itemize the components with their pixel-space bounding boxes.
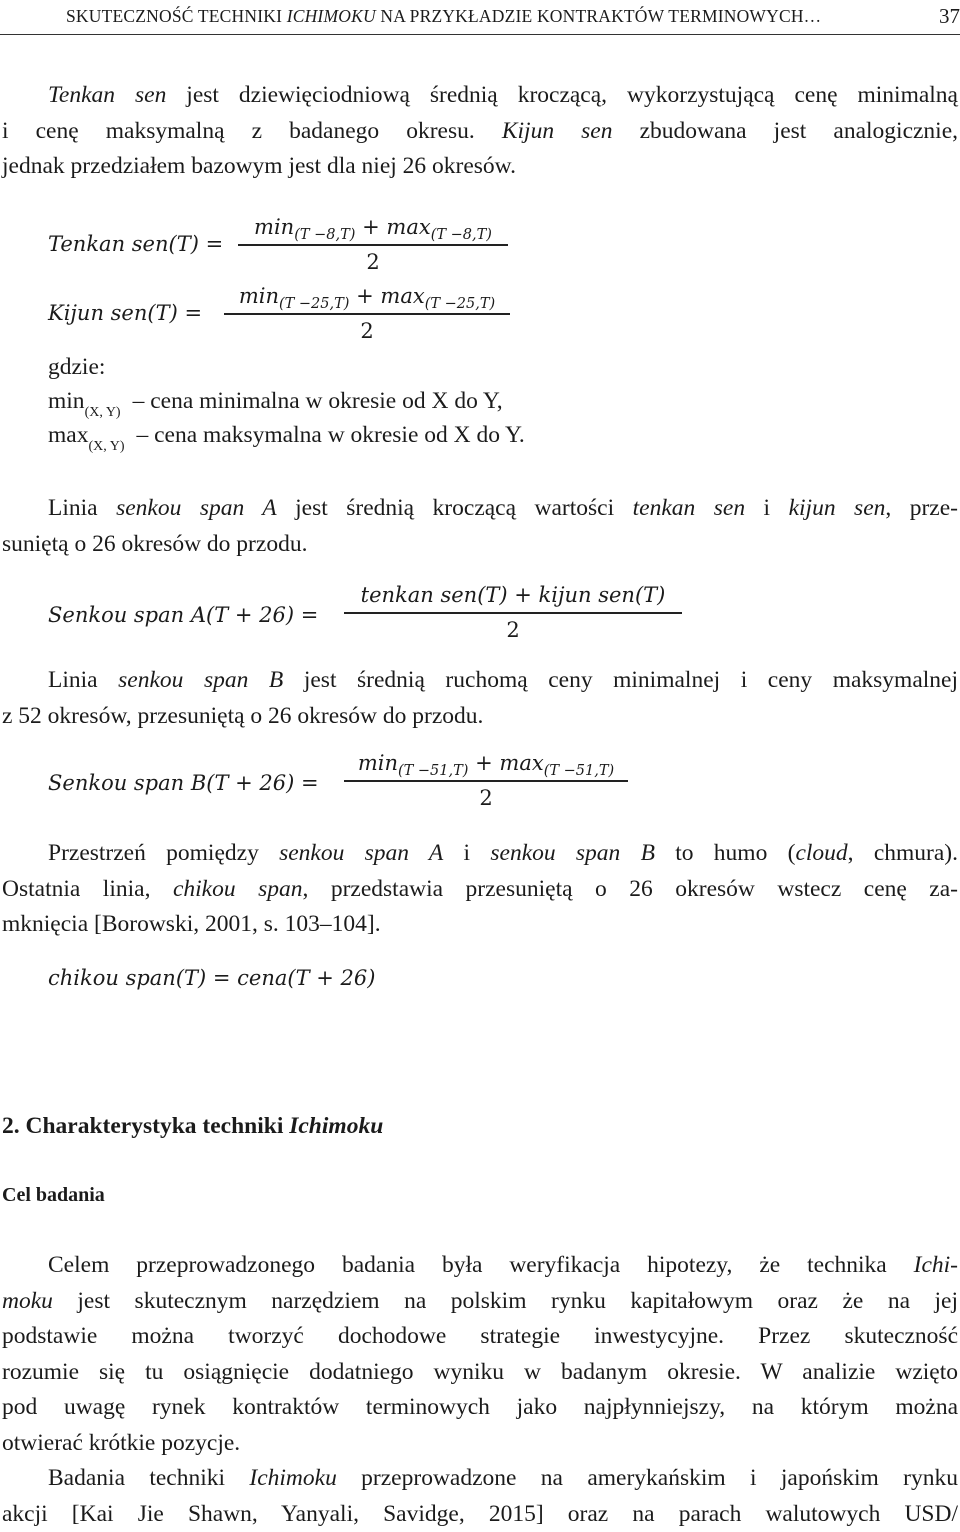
formula-tenkan [48, 215, 518, 285]
fraction-bar [344, 612, 682, 614]
text-run: to humo ( [655, 840, 796, 866]
heading-italic: Ichimoku [289, 1113, 383, 1139]
italic-run: senkou span B [490, 840, 655, 866]
italic-run: senkou span A [279, 840, 443, 866]
definition-text: – cena maksymalna w okresie od X do Y. [137, 422, 525, 448]
text-run: jest średnią kroczącą wartości [277, 495, 633, 521]
italic-run: senkou span B [118, 667, 283, 693]
text-run: Linia [48, 667, 118, 693]
text-line [2, 1426, 958, 1462]
fraction-bar [224, 313, 510, 315]
text-run: , chmura). [848, 840, 958, 866]
fraction-numerator [238, 215, 508, 239]
senkou-b-paragraph [2, 663, 958, 734]
italic-run: chikou span [173, 876, 303, 902]
heading-text: 2. Charakterystyka techniki [2, 1113, 289, 1139]
text-run: , przedstawia przesuniętą o 26 okresów wstecz cenę za- [302, 876, 958, 902]
subscript: (T −25,T) [279, 296, 349, 312]
text-run: pod uwagę rynek kontraktów terminowych jako najpłynniejszy, na którym można [2, 1394, 958, 1420]
formula-senkou-b [48, 751, 698, 821]
italic-run: kijun sen [789, 495, 886, 521]
text-run: i [443, 840, 490, 866]
text-line: suniętą o 26 okresów do przodu. [2, 527, 958, 563]
fraction [344, 583, 682, 642]
running-header [0, 0, 960, 38]
text-line [2, 1284, 958, 1320]
text-run: Ostatnia linia, [2, 876, 173, 902]
formula-kijun [48, 284, 518, 354]
section-heading [2, 1113, 383, 1140]
definition-min [48, 384, 525, 418]
text-run: Przestrzeń pomiędzy [48, 840, 279, 866]
text-line [2, 836, 958, 872]
definitions [48, 350, 525, 452]
text-run: jest średnią ruchomą ceny minimalnej i ceny maksymalnej [283, 667, 958, 693]
text-line [2, 1248, 958, 1284]
text-line [2, 1497, 958, 1532]
max-term: + max [468, 751, 543, 775]
body-paragraph-1 [2, 1248, 958, 1461]
text-line: z 52 okresów, przesuniętą o 26 okresów do przodu. [2, 699, 958, 735]
fraction [238, 215, 508, 274]
text-run: Celem przeprowadzonego badania była weryfikacja hipotezy, że technika [48, 1252, 914, 1278]
text-line [2, 1355, 958, 1391]
definitions-label: gdzie: [48, 350, 525, 384]
text-line [2, 872, 958, 908]
intro-paragraph [2, 78, 958, 185]
fraction-bar [344, 780, 628, 782]
min-term: min [254, 215, 294, 239]
running-title-italic: ICHIMOKU [287, 6, 376, 26]
text-run: Linia [48, 495, 116, 521]
formula-chikou: chikou span(T) = cena(T + 26) [48, 966, 375, 990]
subscript: (X, Y) [88, 439, 124, 454]
max-term: + max [355, 215, 430, 239]
fraction-denominator: 2 [344, 618, 682, 642]
subscript: (X, Y) [85, 405, 121, 420]
italic-run: Ichimoku [249, 1465, 336, 1491]
min-term: min [358, 751, 398, 775]
subscript: (T −8,T) [431, 227, 492, 243]
italic-run: Ichi- [914, 1252, 958, 1278]
formula-lhs: Tenkan sen(T) = [48, 232, 223, 256]
subscript: (T −8,T) [294, 227, 355, 243]
definition-max [48, 418, 525, 452]
formula-lhs: Senkou span B(T + 26) = [48, 771, 319, 795]
text-run: Badania techniki [48, 1465, 249, 1491]
fraction-denominator: 2 [224, 319, 510, 343]
formula-lhs: Senkou span A(T + 26) = [48, 603, 318, 627]
formula-lhs: Kijun sen(T) = [48, 301, 202, 325]
fraction-numerator: tenkan sen(T) + kijun sen(T) [344, 583, 682, 607]
text-line [2, 663, 958, 699]
text-run: otwierać krótkie pozycje. [2, 1430, 240, 1456]
italic-run: cloud [795, 840, 847, 866]
text-line: jednak przedziałem bazowym jest dla niej 26 okresów. [2, 149, 958, 185]
text-run: i cenę maksymalną z badanego okresu. [2, 118, 502, 144]
text-run: przeprowadzone na amerykańskim i japońskim rynku [337, 1465, 958, 1491]
subheading: Cel badania [2, 1184, 105, 1207]
definition-text: – cena minimalna w okresie od X do Y, [133, 388, 503, 414]
fraction [344, 751, 628, 810]
running-title-part: NA PRZYKŁADZIE KONTRAKTÓW TERMINOWYCH… [376, 6, 822, 26]
italic-run: Kijun sen [502, 118, 613, 144]
text-run: jest dziewięciodniową średnią kroczącą, wykorzystującą cenę minimalną [166, 82, 958, 108]
fraction-bar [238, 244, 508, 246]
min-term: min [239, 284, 279, 308]
fraction-numerator [344, 751, 628, 775]
header-rule [0, 34, 960, 35]
min-word: min [48, 388, 85, 414]
subscript: (T −51,T) [544, 763, 614, 779]
italic-run: moku [2, 1288, 53, 1314]
senkou-a-paragraph [2, 491, 958, 562]
fraction-denominator: 2 [238, 250, 508, 274]
fraction [224, 284, 510, 343]
text-line [2, 78, 958, 114]
subscript: (T −51,T) [398, 763, 468, 779]
fraction-denominator: 2 [344, 786, 628, 810]
text-run: akcji [Kai Jie Shawn, Yanyali, Savidge, 2015] oraz na parach walutowych USD/ [2, 1501, 958, 1527]
max-word: max [48, 422, 88, 448]
subscript: (T −25,T) [425, 296, 495, 312]
page-number: 37 [939, 4, 960, 29]
italic-run: senkou span A [116, 495, 277, 521]
text-run: jest skutecznym narzędziem na polskim rynku kapitałowym oraz że na jej [53, 1288, 958, 1314]
text-line [2, 114, 958, 150]
text-run: podstawie można tworzyć dochodowe strategie inwestycyjne. Przez skuteczność [2, 1323, 958, 1349]
text-line [2, 1319, 958, 1355]
text-run: i [745, 495, 789, 521]
running-title-part: SKUTECZNOŚĆ TECHNIKI [66, 6, 287, 26]
fraction-numerator [224, 284, 510, 308]
text-line: mknięcia [Borowski, 2001, s. 103–104]. [2, 907, 958, 943]
max-term: + max [349, 284, 424, 308]
running-title [66, 6, 821, 27]
cloud-paragraph [2, 836, 958, 943]
text-run: zbudowana jest analogicznie, [613, 118, 959, 144]
formula-senkou-a [48, 583, 698, 653]
text-line [2, 1390, 958, 1426]
text-run: , prze- [885, 495, 958, 521]
text-line [2, 1461, 958, 1497]
text-run: rozumie się tu osiągnięcie dodatniego wyniku w badanym okresie. W analizie wzięto [2, 1359, 958, 1385]
italic-run: tenkan sen [633, 495, 745, 521]
text-line [2, 491, 958, 527]
body-paragraph-2 [2, 1461, 958, 1532]
italic-run: Tenkan sen [48, 82, 166, 108]
